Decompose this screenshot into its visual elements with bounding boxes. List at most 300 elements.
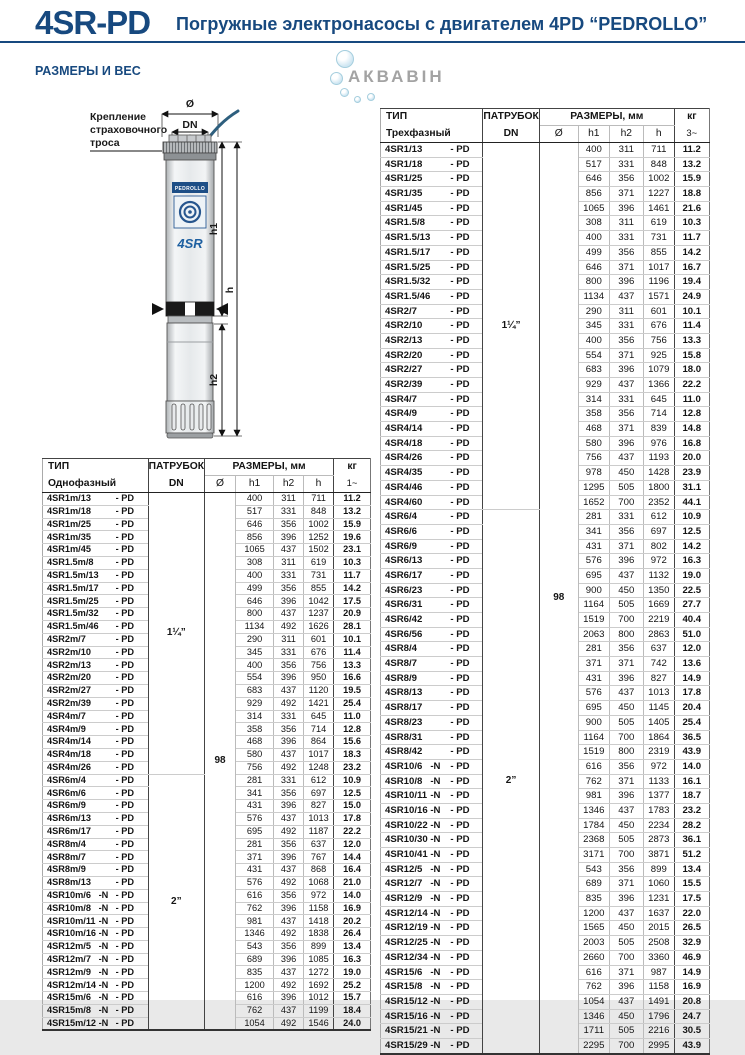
h2-cell: 396	[274, 902, 304, 915]
kg-cell: 22.2	[674, 378, 709, 393]
h1-cell: 1519	[578, 613, 609, 628]
pump-suffix: - PD	[450, 481, 470, 493]
pump-type-cell	[381, 848, 483, 863]
pump-type-cell	[381, 304, 483, 319]
three-phase-table-container	[380, 108, 710, 1055]
pump-type: 4SR1m/35	[47, 531, 91, 542]
pump-type: 4SR1.5m/32	[47, 608, 99, 619]
pump-suffix: - PD	[450, 643, 470, 655]
h1-cell: 616	[578, 965, 609, 980]
h-cell: 2995	[643, 1038, 674, 1053]
h1-cell: 400	[578, 143, 609, 158]
h-cell: 1085	[304, 953, 334, 966]
kg-cell: 11.0	[674, 392, 709, 407]
pump-type: 4SR8m/9	[47, 864, 86, 875]
pump-type: 4SR12/7	[385, 878, 423, 890]
pump-suffix: - PD	[115, 710, 134, 721]
kg-cell: 10.1	[334, 633, 371, 646]
pump-type: 4SR1/13	[385, 144, 423, 156]
pump-type-cell	[43, 876, 149, 889]
dn-cell: 2”	[148, 774, 204, 1030]
pump-type-cell	[43, 684, 149, 697]
kg-cell: 43.9	[674, 1038, 709, 1053]
pump-suffix: - PD	[450, 981, 470, 993]
h-cell: 1421	[304, 697, 334, 710]
pump-suffix: - PD	[450, 437, 470, 449]
h-cell: 864	[304, 736, 334, 749]
h1-cell: 689	[578, 877, 609, 892]
col-header-dia: Ø	[539, 126, 578, 143]
svg-text:DN: DN	[182, 119, 198, 131]
kg-cell: 19.5	[334, 684, 371, 697]
pump-variant-flag: -N	[430, 1039, 441, 1051]
col-header-h1: h1	[236, 476, 274, 493]
h-cell: 827	[304, 800, 334, 813]
kg-cell: 13.4	[334, 940, 371, 953]
kg-cell: 18.0	[674, 363, 709, 378]
col-header-h2: h2	[609, 126, 643, 143]
pump-type-cell	[43, 633, 149, 646]
pump-type-cell	[381, 671, 483, 686]
kg-cell: 12.8	[674, 407, 709, 422]
pump-type: 4SR12/25	[385, 937, 428, 949]
pump-type: 4SR2m/10	[47, 646, 91, 657]
h2-cell: 371	[609, 260, 643, 275]
h2-cell: 700	[609, 613, 643, 628]
suction-inlet	[195, 302, 214, 316]
h-cell: 2352	[643, 495, 674, 510]
h1-cell: 400	[236, 659, 274, 672]
pump-suffix: - PD	[115, 813, 134, 824]
pump-type-cell	[381, 642, 483, 657]
pump-type: 4SR1.5/46	[385, 290, 431, 302]
h-cell: 714	[643, 407, 674, 422]
h-cell: 1193	[643, 451, 674, 466]
h-cell: 1013	[304, 812, 334, 825]
pump-type: 4SR1.5/25	[385, 261, 431, 273]
pump-type: 4SR6m/6	[47, 787, 86, 798]
pump-variant-flag: -N	[430, 849, 441, 861]
h1-cell: 856	[236, 531, 274, 544]
pump-type-cell	[381, 275, 483, 290]
kg-cell: 32.9	[674, 936, 709, 951]
pump-type-cell	[381, 701, 483, 716]
pump-suffix: - PD	[450, 423, 470, 435]
pump-variant-flag: -N	[98, 953, 109, 964]
h-cell: 925	[643, 348, 674, 363]
h1-cell: 1164	[578, 598, 609, 613]
h2-cell: 311	[609, 216, 643, 231]
pump-type: 4SR6m/13	[47, 813, 91, 824]
kg-cell: 27.7	[674, 598, 709, 613]
pump-suffix: - PD	[450, 746, 470, 758]
h2-cell: 396	[274, 736, 304, 749]
h-cell: 1158	[643, 980, 674, 995]
h-cell: 1012	[304, 992, 334, 1005]
h1-cell: 981	[236, 915, 274, 928]
h-cell: 2508	[643, 936, 674, 951]
h-cell: 1145	[643, 701, 674, 716]
col-header-type: ТИП	[386, 111, 408, 123]
h2-cell: 396	[274, 595, 304, 608]
pump-suffix: - PD	[450, 408, 470, 420]
h2-cell: 356	[274, 518, 304, 531]
kg-cell: 24.7	[674, 1009, 709, 1024]
kg-cell: 30.5	[674, 1024, 709, 1039]
h-cell: 1864	[643, 730, 674, 745]
h-cell: 1800	[643, 480, 674, 495]
pump-suffix: - PD	[115, 1005, 134, 1016]
pump-suffix: - PD	[115, 582, 134, 593]
pump-type: 4SR15/6	[385, 966, 423, 978]
pump-type-cell	[381, 172, 483, 187]
pump-type-cell	[43, 774, 149, 787]
bubble-icon	[330, 72, 343, 85]
pump-type-cell	[381, 936, 483, 951]
kg-cell: 11.2	[334, 493, 371, 506]
pump-suffix: - PD	[450, 232, 470, 244]
pump-variant-flag: -N	[430, 790, 441, 802]
h-cell: 1079	[643, 363, 674, 378]
h2-cell: 396	[609, 363, 643, 378]
kg-cell: 16.9	[334, 902, 371, 915]
pump-variant-flag: -N	[430, 893, 441, 905]
h2-cell: 311	[274, 556, 304, 569]
h1-cell: 290	[578, 304, 609, 319]
pump-type: 4SR6/56	[385, 628, 423, 640]
pump-suffix: - PD	[115, 531, 134, 542]
pump-type: 4SR6/4	[385, 511, 417, 523]
col-header-h: h	[643, 126, 674, 143]
h2-cell: 437	[609, 289, 643, 304]
three-phase-table	[380, 108, 710, 1055]
pump-type-cell	[381, 627, 483, 642]
pump-type-cell	[43, 620, 149, 633]
h2-cell: 437	[609, 994, 643, 1009]
h1-cell: 1784	[578, 818, 609, 833]
pump-type-cell	[43, 697, 149, 710]
h-cell: 950	[304, 672, 334, 685]
h-cell: 742	[643, 657, 674, 672]
pump-type: 4SR12/14	[385, 907, 428, 919]
pump-type-cell	[43, 800, 149, 813]
h1-cell: 281	[578, 510, 609, 525]
h-cell: 1546	[304, 1017, 334, 1030]
pump-suffix: - PD	[450, 951, 470, 963]
h1-cell: 371	[578, 657, 609, 672]
pump-variant-flag: -N	[430, 804, 441, 816]
col-header-dn: DN	[483, 126, 539, 143]
h2-cell: 311	[609, 304, 643, 319]
pump-dimension-diagram	[60, 90, 320, 460]
h1-cell: 1200	[578, 906, 609, 921]
h1-cell: 695	[578, 568, 609, 583]
h1-cell: 576	[578, 554, 609, 569]
kg-cell: 14.8	[674, 422, 709, 437]
h1-cell: 616	[236, 992, 274, 1005]
pump-suffix: - PD	[450, 863, 470, 875]
pump-type: 4SR2/10	[385, 320, 423, 332]
h2-cell: 396	[609, 275, 643, 290]
table-header	[381, 109, 710, 143]
col-header-phase: Однофазный	[43, 476, 149, 493]
pump-type: 4SR6/6	[385, 525, 417, 537]
h2-cell: 356	[609, 407, 643, 422]
pump-variant-flag: -N	[430, 1025, 441, 1037]
single-phase-table	[42, 458, 371, 1031]
pump-suffix: - PD	[450, 966, 470, 978]
kg-cell: 46.9	[674, 950, 709, 965]
pump-illustration	[152, 135, 228, 438]
h2-cell: 450	[609, 466, 643, 481]
pump-type-cell	[381, 686, 483, 701]
pump-type-cell	[43, 531, 149, 544]
h1-cell: 1065	[236, 544, 274, 557]
h1-cell: 756	[236, 761, 274, 774]
h1-cell: 1164	[578, 730, 609, 745]
h2-cell: 396	[274, 672, 304, 685]
h1-cell: 468	[578, 422, 609, 437]
kg-cell: 23.9	[674, 466, 709, 481]
pump-type: 4SR1m/25	[47, 518, 91, 529]
pump-suffix: - PD	[450, 702, 470, 714]
pump-type-cell	[43, 1004, 149, 1017]
h1-cell: 314	[236, 710, 274, 723]
kg-cell: 18.4	[334, 1004, 371, 1017]
pump-type: 4SR10m/8	[47, 902, 91, 913]
h-cell: 1002	[643, 172, 674, 187]
pump-suffix: - PD	[115, 672, 134, 683]
pump-type-cell	[381, 231, 483, 246]
pump-type-cell	[381, 568, 483, 583]
pump-variant-flag: -N	[430, 863, 441, 875]
pump-type-cell	[381, 260, 483, 275]
pump-type-cell	[43, 928, 149, 941]
pump-type: 4SR12/34	[385, 951, 428, 963]
h1-cell: 341	[578, 524, 609, 539]
pump-type: 4SR8/13	[385, 687, 423, 699]
pump-type: 4SR8/23	[385, 716, 423, 728]
pump-suffix: - PD	[450, 584, 470, 596]
bubble-icon	[336, 50, 354, 68]
h1-cell: 762	[236, 1004, 274, 1017]
h-cell: 731	[643, 231, 674, 246]
pump-type: 4SR8/17	[385, 702, 423, 714]
pump-type: 4SR4/14	[385, 423, 423, 435]
kg-cell: 10.9	[334, 774, 371, 787]
kg-cell: 16.3	[334, 953, 371, 966]
h-cell: 1199	[304, 1004, 334, 1017]
kg-cell: 18.8	[674, 187, 709, 202]
kg-cell: 14.9	[674, 671, 709, 686]
kg-cell: 28.1	[334, 620, 371, 633]
h1-cell: 1346	[578, 803, 609, 818]
h2-cell: 356	[274, 889, 304, 902]
pump-variant-flag: -N	[98, 1005, 109, 1016]
pump-type: 4SR6m/9	[47, 800, 86, 811]
pump-type: 4SR15/16	[385, 1010, 428, 1022]
pump-suffix: - PD	[115, 518, 134, 529]
h-cell: 676	[304, 646, 334, 659]
h1-cell: 576	[578, 686, 609, 701]
h1-cell: 517	[236, 505, 274, 518]
kg-cell: 14.0	[674, 759, 709, 774]
h2-cell: 437	[609, 803, 643, 818]
kg-cell: 15.8	[674, 348, 709, 363]
pump-suffix: - PD	[450, 144, 470, 156]
pump-type: 4SR10/11	[385, 790, 428, 802]
pump-type-cell	[43, 493, 149, 506]
pump-type: 4SR2/20	[385, 349, 423, 361]
kg-cell: 19.6	[334, 531, 371, 544]
h2-cell: 371	[609, 422, 643, 437]
h-cell: 756	[643, 333, 674, 348]
h1-cell: 2003	[578, 936, 609, 951]
h-cell: 637	[304, 838, 334, 851]
pump-type: 4SR4m/7	[47, 710, 86, 721]
h2-cell: 800	[609, 627, 643, 642]
h-cell: 1252	[304, 531, 334, 544]
pump-suffix: - PD	[450, 1039, 470, 1051]
table-header	[43, 459, 371, 493]
col-header-pipe: ПАТРУБОК	[148, 459, 204, 476]
kg-cell: 10.3	[334, 556, 371, 569]
pump-type-cell	[381, 715, 483, 730]
kg-cell: 31.1	[674, 480, 709, 495]
pump-type: 4SR4/7	[385, 393, 417, 405]
h2-cell: 437	[274, 544, 304, 557]
pump-type: 4SR8/7	[385, 658, 417, 670]
kg-cell: 23.2	[674, 803, 709, 818]
h-cell: 2015	[643, 921, 674, 936]
pump-type-cell	[381, 510, 483, 525]
h2-cell: 371	[609, 657, 643, 672]
h-cell: 827	[643, 671, 674, 686]
pump-suffix: - PD	[115, 1017, 134, 1028]
h-cell: 1120	[304, 684, 334, 697]
h2-cell: 492	[274, 1017, 304, 1030]
pump-type-cell	[43, 838, 149, 851]
h-cell: 612	[304, 774, 334, 787]
kg-cell: 17.8	[334, 812, 371, 825]
h2-cell: 311	[274, 493, 304, 506]
pump-type-cell	[43, 889, 149, 902]
col-header-h2: h2	[274, 476, 304, 493]
header-divider	[0, 41, 745, 43]
pump-suffix: - PD	[115, 634, 134, 645]
pump-type-cell	[381, 833, 483, 848]
kg-cell: 18.3	[334, 748, 371, 761]
pump-type: 4SR12/19	[385, 922, 428, 934]
h-cell: 2216	[643, 1024, 674, 1039]
kg-cell: 11.2	[674, 143, 709, 158]
h-cell: 612	[643, 510, 674, 525]
kg-cell: 20.9	[334, 608, 371, 621]
pump-type-cell	[43, 915, 149, 928]
kg-cell: 16.1	[674, 774, 709, 789]
pump-suffix: - PD	[115, 826, 134, 837]
pump-type-cell	[43, 582, 149, 595]
h2-cell: 505	[609, 480, 643, 495]
pump-type: 4SR1.5/32	[385, 276, 431, 288]
pump-suffix: - PD	[115, 992, 134, 1003]
h1-cell: 835	[236, 966, 274, 979]
h1-cell: 308	[578, 216, 609, 231]
h1-cell: 646	[236, 518, 274, 531]
h1-cell: 689	[236, 953, 274, 966]
pump-suffix: - PD	[115, 966, 134, 977]
pump-type: 4SR1m/45	[47, 544, 91, 555]
h1-cell: 345	[578, 319, 609, 334]
svg-text:h2: h2	[208, 373, 220, 387]
pump-type: 4SR15m/6	[47, 992, 91, 1003]
col-header-type: ТИП	[48, 461, 70, 473]
dn-cell: 1¼”	[483, 143, 539, 510]
suction-inlet	[166, 302, 185, 316]
pump-type: 4SR4/18	[385, 437, 423, 449]
kg-cell: 20.4	[674, 701, 709, 716]
col-header-kg-phase: 3~	[674, 126, 709, 143]
h2-cell: 356	[609, 759, 643, 774]
pump-type: 4SR10/16	[385, 804, 428, 816]
h-cell: 711	[643, 143, 674, 158]
pump-type: 4SR10m/6	[47, 890, 91, 900]
h1-cell: 981	[578, 789, 609, 804]
kg-cell: 11.0	[334, 710, 371, 723]
pump-type-cell	[43, 505, 149, 518]
pump-suffix: - PD	[450, 569, 470, 581]
pump-type-cell	[43, 748, 149, 761]
h1-cell: 308	[236, 556, 274, 569]
h-cell: 767	[304, 851, 334, 864]
kg-cell: 14.0	[334, 889, 371, 902]
col-header-phase: Трехфазный	[381, 126, 483, 143]
pump-suffix: - PD	[115, 544, 134, 555]
kg-cell: 26.5	[674, 921, 709, 936]
h2-cell: 356	[274, 582, 304, 595]
pump-type: 4SR1.5/8	[385, 217, 426, 229]
h1-cell: 371	[236, 851, 274, 864]
h2-cell: 437	[609, 906, 643, 921]
kg-cell: 20.2	[334, 915, 371, 928]
pump-type-cell	[381, 730, 483, 745]
h2-cell: 311	[274, 633, 304, 646]
h-cell: 1502	[304, 544, 334, 557]
h1-cell: 900	[578, 715, 609, 730]
h-cell: 848	[304, 505, 334, 518]
pump-type-cell	[381, 598, 483, 613]
h-cell: 855	[304, 582, 334, 595]
pump-type: 4SR1.5m/25	[47, 595, 99, 606]
page-title: 4SR-PD	[35, 4, 151, 41]
pump-suffix: - PD	[115, 762, 134, 773]
pump-type: 4SR10/41	[385, 849, 428, 861]
pump-type: 4SR2m/20	[47, 672, 91, 683]
pump-type-cell	[381, 980, 483, 995]
pump-type-cell	[381, 965, 483, 980]
h2-cell: 492	[274, 761, 304, 774]
kg-cell: 12.8	[334, 723, 371, 736]
pump-suffix: - PD	[115, 570, 134, 581]
pump-type: 4SR4/26	[385, 452, 423, 464]
pump-type-cell	[381, 539, 483, 554]
pump-suffix: - PD	[450, 202, 470, 214]
section-title: РАЗМЕРЫ И ВЕС	[35, 64, 141, 78]
pump-type: 4SR15/21	[385, 1025, 428, 1037]
pump-type: 4SR1.5m/17	[47, 582, 99, 593]
kg-cell: 44.1	[674, 495, 709, 510]
h2-cell: 356	[609, 245, 643, 260]
